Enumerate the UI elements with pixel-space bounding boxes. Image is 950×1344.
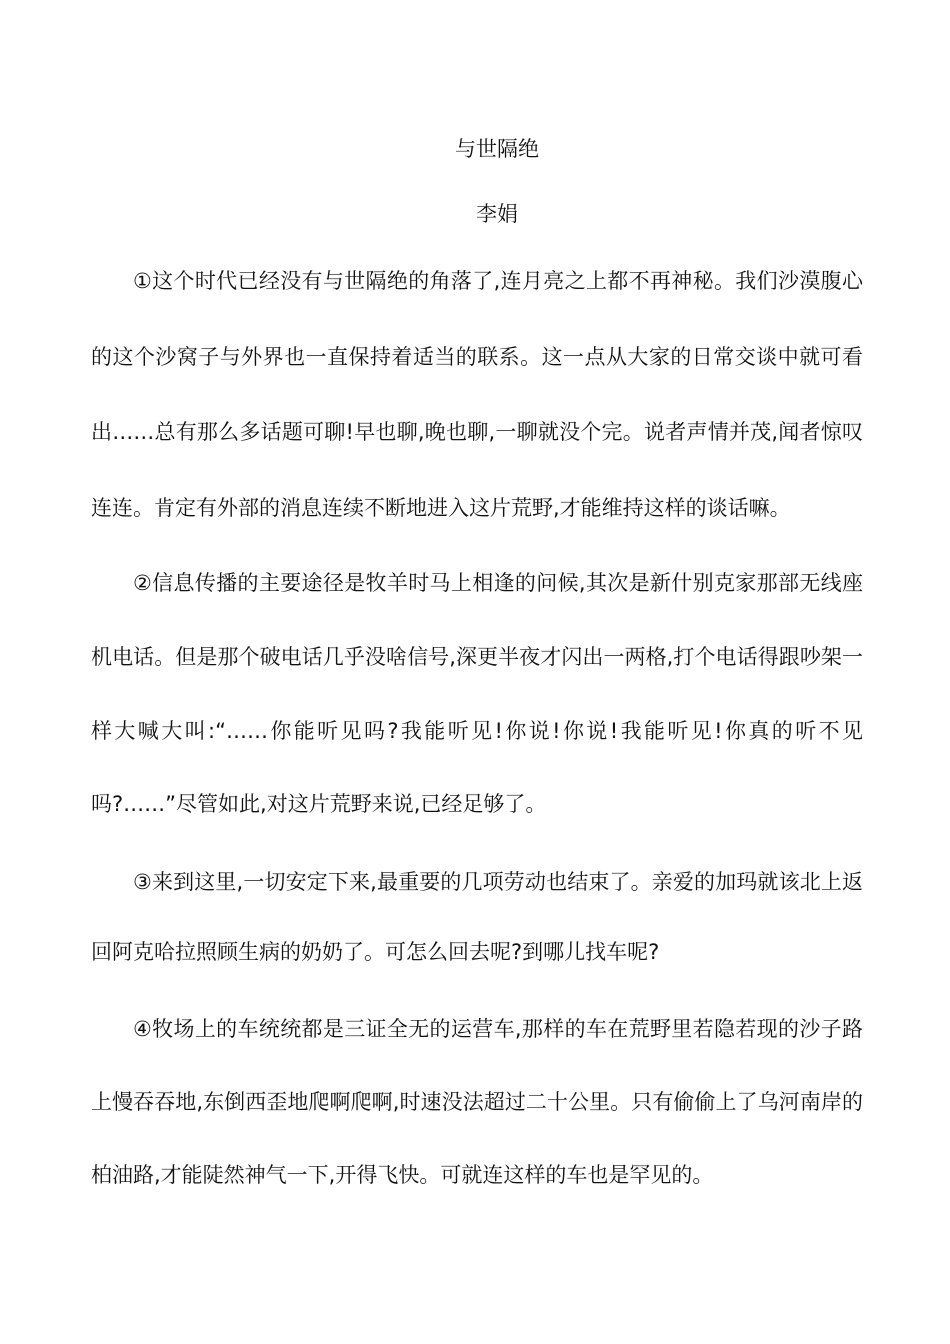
article-author: 李娟 bbox=[476, 202, 518, 226]
paragraph-1: ①这个时代已经没有与世隔绝的角落了,连月亮之上都不再神秘。我们沙漠腹心的这个沙窝子与外界也一直保持着适当的联系。这一点从大家的日常交谈中就可看出……总有那么多话题可聊!早也聊,晚也聊,一聊就没个完。说者声情并茂,闻者惊叹连连。肯定有外部的消息连续不断地进入这片荒野,才能维持这样的谈话嘛。 bbox=[91, 269, 863, 520]
article-body bbox=[91, 263, 863, 1212]
paragraph-3: ③来到这里,一切安定下来,最重要的几项劳动也结束了。亲爱的加玛就该北上返回阿克哈拉照顾生病的奶奶了。可怎么回去呢?到哪儿找车呢? bbox=[91, 869, 863, 964]
paragraph-2: ②信息传播的主要途径是牧羊时马上相逢的问候,其次是新什别克家那部无线座机电话。但是那个破电话几乎没啥信号,深更半夜才闪出一两格,打个电话得跟吵架一样大喊大叫:“……你能听见吗?我能听见!你说!你说!我能听见!你真的听不见吗?……”尽管如此,对这片荒野来说,已经足够了。 bbox=[91, 571, 863, 817]
article-title: 与世隔绝 bbox=[455, 137, 539, 161]
paragraph-4: ④牧场上的车统统都是三证全无的运营车,那样的车在荒野里若隐若现的沙子路上慢吞吞地,东倒西歪地爬啊爬啊,时速没法超过二十公里。只有偷偷上了乌河南岸的柏油路,才能陡然神气一下,开得飞快。可就连这样的车也是罕见的。 bbox=[91, 1016, 863, 1187]
